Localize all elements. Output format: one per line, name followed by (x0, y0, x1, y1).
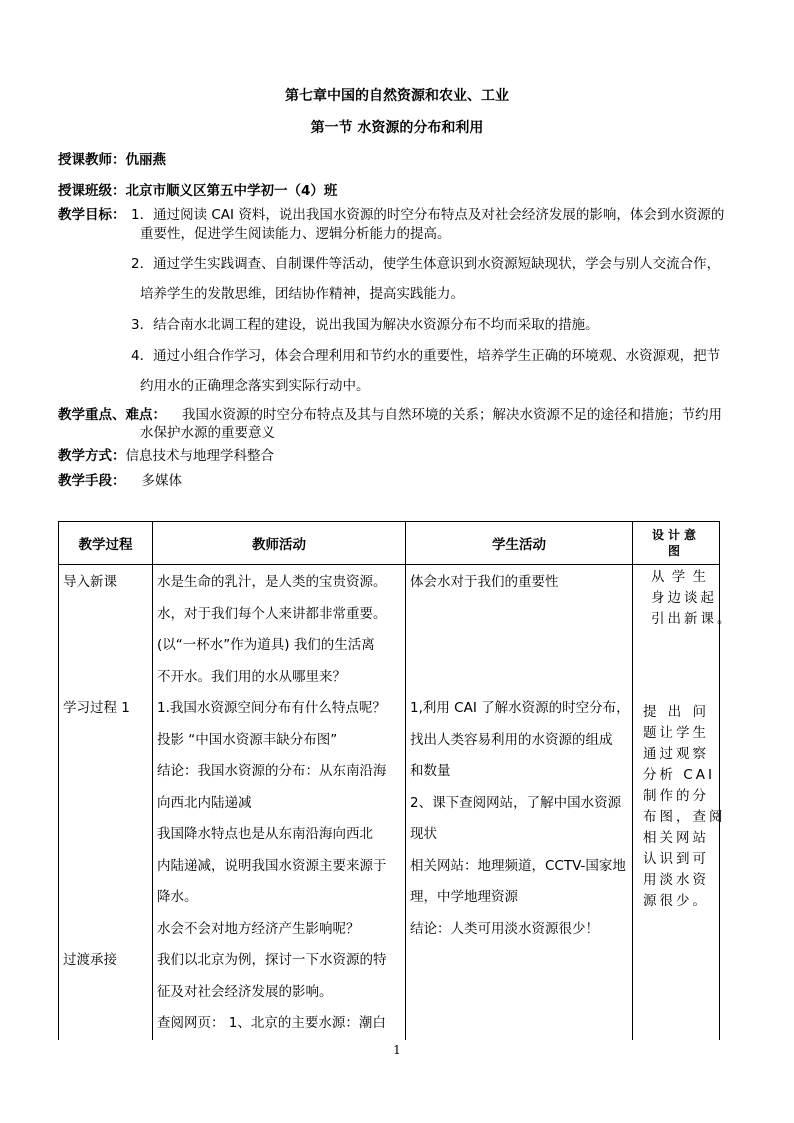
student-activity-line: 相关网站：地理频道，CCTV-国家地 (410, 857, 626, 874)
design-head-line-1: 设计意 (651, 528, 700, 542)
student-activity-line (410, 662, 628, 694)
teacher-activity-line: 不开水。我们用的水从哪里来？ (157, 668, 346, 685)
key-points-label: 教学重点、难点： (58, 407, 166, 423)
key-points-line-1: 我国水资源的时空分布特点及其与自然环境的关系；解决水资源不足的途径和措施；节约用 (182, 407, 722, 423)
process-line (63, 882, 148, 914)
goal-4-line-2: 约用水的正确理念落实到实际行动中。 (140, 378, 370, 394)
process-line: 导入新课 (63, 574, 117, 590)
teacher-activity-line: 我国降水特点也是从东南沿海向西北 (157, 826, 373, 842)
process-line (63, 914, 148, 946)
student-activity-line: 现状 (410, 826, 437, 842)
key-points-line-2: 水保护水源的重要意义 (140, 425, 275, 441)
process-line (63, 630, 148, 662)
design-intent-line: 源很少。 (643, 893, 709, 909)
method-row (58, 444, 274, 464)
design-intent-line: 认识到可 (643, 851, 709, 867)
class-value: 北京市顺义区第五中学初一（4）班 (125, 183, 338, 199)
goals-label: 教学目标： (58, 207, 126, 223)
teacher-value: 仇丽燕 (125, 152, 166, 168)
process-line (63, 756, 148, 788)
class-row (58, 179, 337, 199)
process-line: 过渡承接 (63, 952, 117, 968)
student-activity-line: 结论：人类可用淡水资源很少！ (410, 920, 599, 937)
teacher-activity-line: 投影 “中国水资源丰缺分布图” (157, 731, 338, 748)
means-label: 教学手段： (58, 473, 126, 489)
teacher-activity-line: 水会不会对地方经济产生影响呢？ (157, 920, 360, 937)
student-activity-line (410, 630, 628, 662)
design-intent-line: 身边谈起 (651, 590, 717, 606)
means-value: 多媒体 (141, 473, 182, 489)
process-line (63, 788, 148, 820)
teacher-activity-line: 我们以北京为例，探讨一下水资源的特 (157, 952, 387, 968)
design-intent-line: 提出问 (643, 704, 709, 720)
teacher-activity-line: 内陆递减，说明我国水资源主要来源于 (157, 857, 387, 874)
header-student-activity: 学生活动 (406, 522, 633, 565)
design-intent-line: 引出新课。 (651, 611, 734, 627)
design-intent-line: 题让学生 (643, 725, 709, 741)
process-line (63, 662, 148, 694)
design-head-line-2: 图 (667, 544, 684, 558)
design-intent-line: 相关网站 (643, 830, 709, 846)
means-row (58, 469, 182, 489)
student-activity-line: 和数量 (410, 763, 451, 779)
process-line (63, 819, 148, 851)
design-intent-cell (633, 565, 734, 1040)
design-intent-line: 用淡水资 (643, 872, 709, 888)
teacher-activity-line: 水，对于我们每个人来讲都非常重要。 (157, 605, 387, 622)
student-activity-line: 2、课下查阅网站，了解中国水资源 (410, 794, 622, 811)
process-line (63, 599, 148, 631)
teacher-row (58, 148, 166, 168)
teacher-activity-line: (以“一杯水”作为道具) 我们的生活离 (157, 637, 375, 653)
student-activity-line: 1,利用 CAI 了解水资源的时空分布， (410, 700, 630, 716)
table-row (59, 565, 720, 1040)
header-design-intent (633, 522, 720, 565)
design-intent-line: 通过观察 (643, 746, 709, 762)
student-activity-line: 体会水对于我们的重要性 (410, 574, 559, 590)
student-activity-line (410, 599, 628, 631)
header-process: 教学过程 (59, 522, 153, 565)
student-activity-cell (406, 565, 633, 1040)
method-value: 信息技术与地理学科整合 (125, 448, 274, 464)
design-intent-line: 制作的分 (643, 788, 709, 804)
student-activity-line: 理，中学地理资源 (410, 889, 518, 905)
goal-4-line-1: 4．通过小组合作学习，体会合理利用和节约水的重要性，培养学生正确的环境观、水资源观，把节 (131, 348, 721, 364)
teacher-activity-line: 1.我国水资源空间分布有什么特点呢？ (157, 700, 386, 716)
method-label: 教学方式： (58, 448, 126, 464)
chapter-title: 第七章中国的自然资源和农业、工业 (285, 88, 509, 104)
teacher-activity-line: 水是生命的乳汁，是人类的宝贵资源。 (157, 574, 387, 590)
process-line: 学习过程 1 (63, 700, 130, 716)
design-intent-line: 布图，查阅 (643, 809, 726, 825)
table-header-row (59, 522, 720, 565)
goal-1-line-1: 1．通过阅读 CAI 资料，说出我国水资源的时空分布特点及对社会经济发展的影响，体会到水资源的 (131, 207, 725, 223)
goal-2-line-2: 培养学生的发散思维，团结协作精神，提高实践能力。 (140, 286, 464, 302)
student-activity-line: 找出人类容易利用的水资源的组成 (410, 731, 613, 748)
process-cell (59, 565, 153, 1040)
goal-2-line-1: 2．通过学生实践调查、自制课件等活动，使学生体意识到水资源短缺现状，学会与别人交流合作， (131, 256, 721, 272)
goal-1-line-2: 重要性，促进学生阅读能力、逻辑分析能力的提高。 (140, 226, 451, 242)
section-title: 第一节 水资源的分布和利用 (310, 120, 484, 136)
teacher-activity-line: 结论：我国水资源的分布：从东南沿海 (157, 763, 387, 779)
process-line (63, 725, 148, 757)
design-intent-line: 分析 CAI (643, 767, 715, 783)
teacher-activity-line: 征及对社会经济发展的影响。 (157, 983, 333, 1000)
design-intent-line: 从学生 (651, 569, 709, 585)
teacher-activity-line: 降水。 (157, 889, 198, 905)
teacher-activity-cell (153, 565, 406, 1040)
process-line (63, 851, 148, 883)
teacher-activity-line: 向西北内陆递减 (157, 794, 252, 811)
lesson-table (58, 521, 734, 1040)
class-label: 授课班级： (58, 183, 126, 199)
goal-3-line-1: 3．结合南水北调工程的建设，说出我国为解决水资源分布不均而采取的措施。 (131, 317, 599, 333)
teacher-activity-line: 查阅网页： 1、北京的主要水源：潮白 (157, 1015, 386, 1031)
page-number: 1 (393, 1043, 401, 1057)
teacher-label: 授课教师： (58, 152, 126, 168)
header-teacher-activity: 教师活动 (153, 522, 406, 565)
